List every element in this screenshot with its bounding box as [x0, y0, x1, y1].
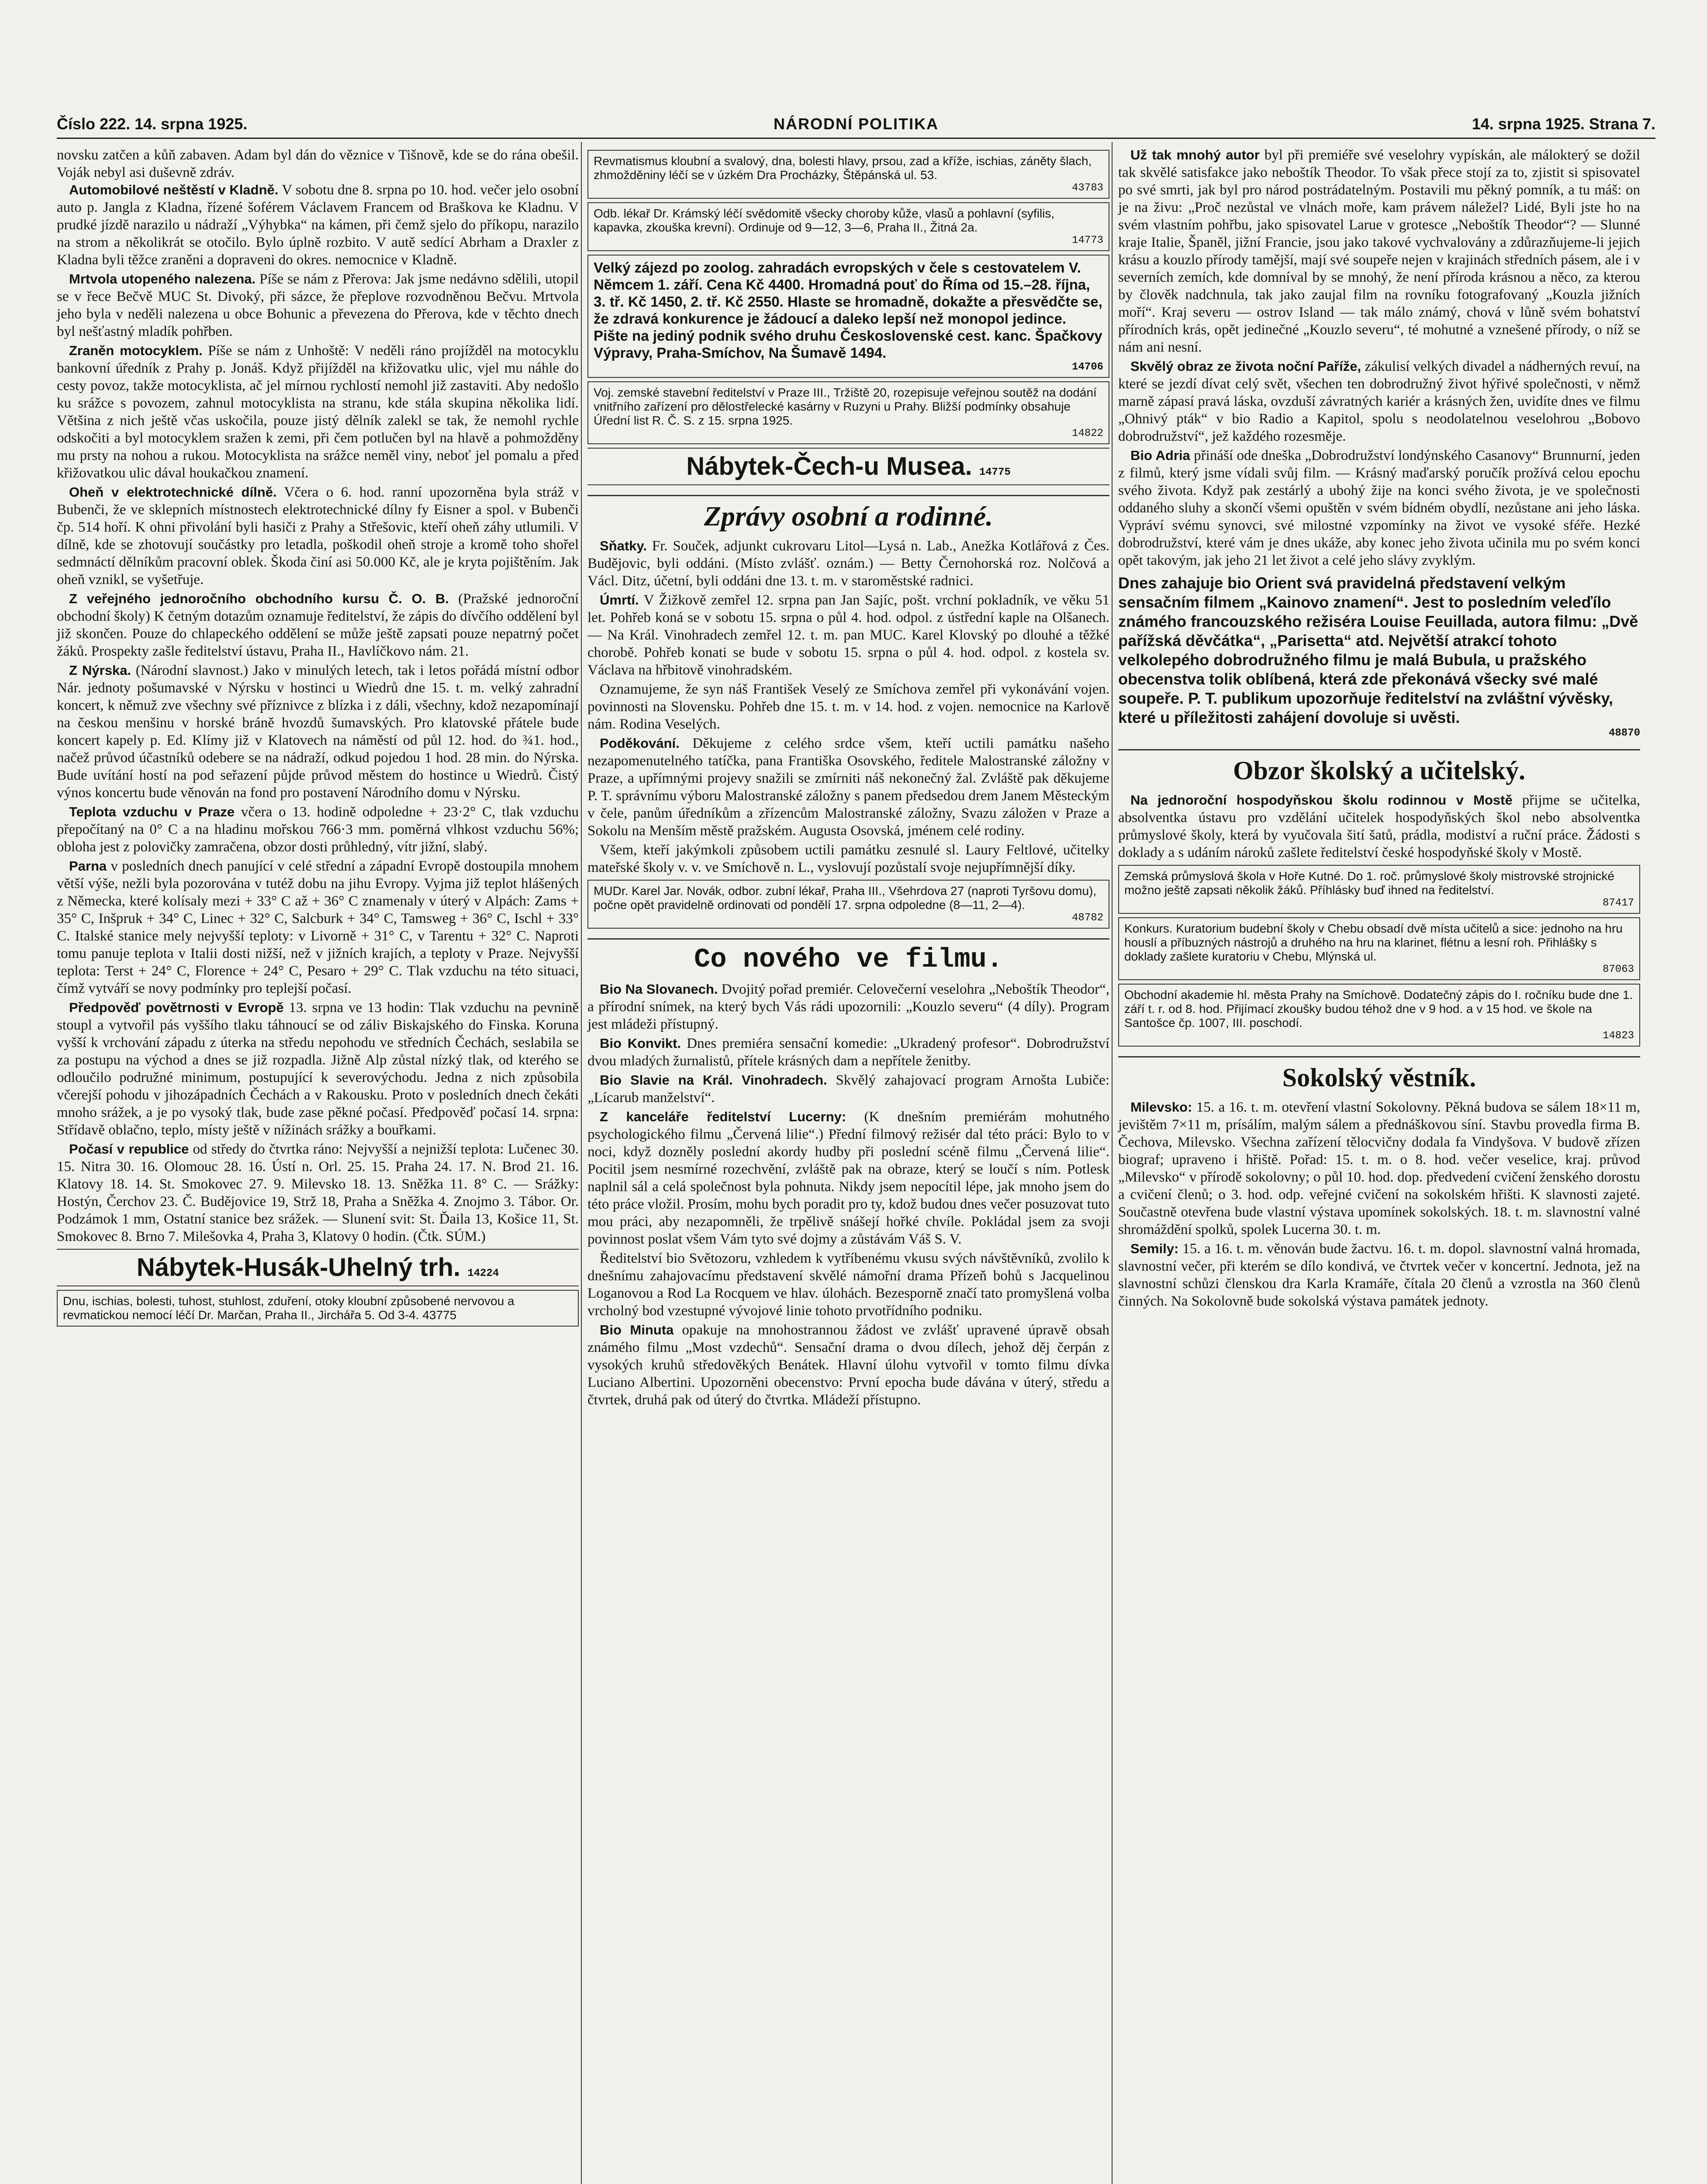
article-item — [1118, 358, 1640, 445]
advertisement-stavebni — [587, 381, 1109, 444]
ad-text: MUDr. Karel Jar. Novák, odbor. zubní lékař, Praha III., Všehrdova 27 (naproti Tyršovu domu), počne opět pravidelně ordinovati od pondělí 17. srpna odpoledne (8—11, 2—4). — [594, 884, 1097, 912]
article-item — [587, 1250, 1109, 1320]
item-text: Píše se nám z Přerova: Jak jsme nedávno sdělili, utopil se v řece Bečvě MUC St. Divoký, při sázce, že přeplove rozvodněnou Bečvu. Mrtvola jeho byla v neděli nalezena u obce Bohunic a převezena do Přerova, kde v těchto dnech byl nešťastný mladík pohřben. — [57, 271, 579, 339]
item-title: Bio Konvikt. — [600, 1036, 681, 1051]
section-title-personal: Zprávy osobní a rodinné. — [587, 495, 1109, 532]
item-text: 15. a 16. t. m. věnován bude žactvu. 16. t. m. dopol. slavnostní valná hromada, slavnostní večer, při kterém se dílo kondivá, ve čtvrtek večer v koncertní. Jednota, jež na slavnostní schůzi členskou dra Karla Kramáře, čítala 20 členů a vzrostla na 360 členů činných. Na Sokolovně bude sokolská výstava památek jednoty. — [1118, 1241, 1641, 1309]
article-item — [1118, 1099, 1640, 1238]
item-text: Dnes premiéra sensační komedie: „Ukradený profesor“. Dobrodružství dvou mladých žurnalistů, přítele krásných dam a nepřítele ženitby. — [587, 1036, 1109, 1069]
item-text: (K dnešním premiérám mohutného psychologického filmu „Červená lilie“.) Přední filmový režisér dal této práci: Bylo to v noci, když dozněly poslední akordy hudby při poslední scéně filmu „Červená lilie“. Pocitil jsem nesmírné rozechvění, zvláště pak na obraze, který se loučí s ním. Potlesk naplnil sál a celá společnost byla pohnuta. Nikdy jsem nepocítil lépe, jak mnoho jsem do této práce vložil. Prosím, mohu bych poradit pro ty, kdož budou dnes večer posuzovat tuto mou práci, aby nezapomněli, že trpělivě snášejí hořké chvíle. Pokládal jsem za svoji povinnost poslat všem Vám tyto své dojmy a zůstávám Váš S. V. — [587, 1109, 1110, 1247]
column-rule — [1112, 142, 1113, 2184]
item-text: (Pražské jednoroční obchodní školy) K četným dotazům oznamuje ředitelství, že zápis do dívčího oddělení byl již skončen. Pouze do chlapeckého oddělení se může ještě zapsati pouze nepatrný počet žáků. Prospekty zašle ředitelství ústavu, Praha II., Havlíčkovo nám. 21. — [57, 591, 579, 659]
article-item — [587, 681, 1109, 733]
advertisement-revmatismus — [587, 150, 1109, 199]
ad-code: 87063 — [1602, 964, 1634, 975]
item-title: Z kanceláře ředitelství Lucerny: — [600, 1109, 847, 1124]
news-items — [57, 181, 579, 1245]
ad-code: 14773 — [1071, 235, 1103, 246]
item-title: Semily: — [1130, 1241, 1179, 1256]
item-title: Na jednoroční hospodyňskou školu rodinnou v Mostě — [1130, 792, 1513, 808]
item-text: 15. a 16. t. m. otevření vlastní Sokolovny. Pěkná budova se sálem 18×11 m, jevištěm 7×11 m, prísálím, malým sálem a přednáškovou síní. Stavbu provedla firma B. Čechova, Milevsko. Všechna zařízení tělocvičny dodala fa Vindyšova. V budově zřízen biograf; upraveno i hřiště. Pořad: 15. t. m. o 8. hod. večer veselice, kraj. průvod „Milevsko“ v přírodě sokolovny; o půl 10. hod. dop. předvedení cvičení ženského dorostu a cvičení členů; o 3. hod. odp. veřejné cvičení na sokolském hřišti. K slavnosti zajeté. Součastně otevřena bude vlastní výstava upomínek sokolských. 18. t. m. slavnostní valné shromáždění spolků, spolek Lucerna 30. t. m. — [1118, 1099, 1641, 1237]
ad-text: Revmatismus kloubní a svalový, dna, bolesti hlavy, prsou, zad a kříže, ischias, záněty šlach, zhmožděniny léčí se v úzkém Dra Procházky, Štěpánská ul. 53. — [594, 154, 1092, 182]
film-intro — [1118, 146, 1640, 356]
article-item — [57, 1140, 579, 1245]
ad-text: Voj. zemské stavební ředitelství v Praze III., Tržiště 20, rozepisuje veřejnou soutěž na dodání vnitřního zařízení pro dělostřelecké kasárny v Ruzyni u Prahy. Bližší podmínky obsahuje Úřední list R. Č. S. z 15. srpna 1925. — [594, 386, 1097, 427]
advertisement-kramsky — [587, 202, 1109, 251]
ad-code: 43783 — [1071, 182, 1103, 194]
advertisement-kutna-hora — [1118, 865, 1640, 914]
item-text: Děkujeme z celého srdce všem, kteří uctili památku našeho nezapomenutelného tatíčka, pana Františka Osovského, ředitele Malostranské záložny v Praze, a upřímnými projevy snažili se zmírniti náš nekonečný žal. Zvláště pak děkujeme P. T. správnímu výboru Malostranské záložny s panem předsedou drem Janem Městeckým v čele, panům úředníkům a zřízencům Malostranské záložny, Svazu záložen v Praze a Sokolu na Menším městě pražském. Augusta Osovská, jménem celé rodiny. — [587, 736, 1110, 839]
item-title: Mrtvola utopeného nalezena. — [69, 271, 256, 287]
item-text: v posledních dnech panující v celé střední a západní Evropě dostoupila mnohem větší výše, nežli byla pozorována v tutéž dobu na jihu Evropy. Vyjma již teplot hlášených z Německa, které kolísaly mezi + 33° C až + 36° C znamenaly v úterý v Alpách: Zams + 35° C, Inšpruk + 34° C, Linec + 32° C, Salcburk + 34° C, Tamsweg + 36° C, Ischl + 33° C. Italské stanice mely nejvyšší teploty: v Livorně + 31° C, v Tarentu + 32° C. Naproti tomu panuje teplota v Italii dosti nižší, než v jižních krajích, a teploty v Praze. Nejvyšší teplota: Terst + 24° C, Florence + 24° C, Pesaro + 29° C. Tlak vzduchu na této situaci, čímž vytváří se novy podmínky pro teplejší počasí. — [57, 858, 579, 996]
article-item — [587, 1321, 1109, 1409]
ad-text: Konkurs. Kuratorium budební školy v Chebu obsadí dvě místa učitelů a sice: jednoho na hru houslí a příbuzných nástrojů a druhého na hru na klarinet, flétnu a lesní roh. Přihlášky s doklady zašlete kuratoriu v Chebu, Mlýnská ul. — [1124, 922, 1623, 963]
item-title: Sňatky. — [600, 538, 647, 553]
item-title: Oheň v elektrotechnické dílně. — [69, 484, 277, 500]
advertisement-akademie — [1118, 984, 1640, 1047]
item-title: Bio Adria — [1130, 448, 1190, 463]
masthead: NÁRODNÍ POLITIKA — [774, 115, 939, 133]
film-items — [1118, 358, 1640, 569]
ad-code: 14224 — [467, 1268, 499, 1279]
column-middle — [587, 146, 1109, 1410]
article-item — [57, 270, 579, 340]
ad-code: 48782 — [1071, 912, 1103, 924]
sokol-items — [1118, 1099, 1640, 1310]
item-title: Poděkování. — [600, 736, 680, 751]
section-title-film: Co nového ve filmu. — [587, 938, 1109, 975]
advertisement-novak — [587, 880, 1109, 929]
item-text: Včera o 6. hod. ranní upozorněna byla stráž v Bubenči, že ve sklepních místnostech elektrotechnické dílny fy Eisner a spol. v Bubenči čp. 514 hoří. K ohni přivolání byli hasiči z Prahy a Střešovic, kteří oheň záhy utlumili. V dílně, kde se zhotovují součástky pro letadla, poškodil oheň stroje a kromě toho shořel sedmnáctí dělníkům pracovní oblek. Škoda činí asi 50.000 Kč, ale je kryta pojištěním. Jak oheň vznikl, se vyšetřuje. — [57, 484, 579, 587]
item-text: V Žižkově zemřel 12. srpna pan Jan Sajíc, pošt. vrchní pokladník, ve věku 51 let. Pohřeb koná se v sobotu 15. srpna o půl 4. hod. odpol. z ústřední kaple na Olšanech. — Na Král. Vinohradech zemřel 12. t. m. pan MUC. Karel Klovský po dlouhé a těžké chorobě. Pohřeb konati se bude v sobotu 15. srpna o půl 4. hod. odpol. z kostela sv. Václava na hřbitově vinohradském. — [587, 592, 1109, 678]
item-title: Bio Minuta — [600, 1322, 674, 1337]
section-title-school: Obzor školský a učitelský. — [1118, 749, 1640, 786]
article-item — [587, 841, 1109, 876]
item-text: Všem, kteří jakýmkoli způsobem uctili památku zesnulé sl. Laury Feltlové, učitelky mateřské školy v. v. ve Smíchově n. L., vyslovují pozůstalí svoje nejupřímnější díky. — [587, 842, 1109, 875]
item-title: Automobilové neštěstí v Kladně. — [69, 182, 279, 197]
item-text: opakuje na mnohostrannou žádost ve zvlášť upravené úpravě obsah známého filmu „Most vzdechů“. Sensační drama o dvou dílech, jehož děj čerpán z vysokých kruhů středověkých Benátek. Hlavní úlohu vytvořil v tomto filmu dívka Luciano Albertini. Upozorněni obecenstvo: První epocha bude dávána v úterý, středu a čtvrtek, druhá pak od úterý do čtvrtka. Mládeží přístupno. — [587, 1322, 1110, 1408]
item-text: (Národní slavnost.) Jako v minulých letech, tak i letos pořádá místní odbor Nár. jednoty pošumavské v Nýrsku v hostinci u Wiedrů dne 15. t. m. velký zahradní koncert, k němuž zve všechny své příznivce z blízka i z dáli, všechny, kdož nezapomínají na českou menšinu v horské bráně hvozdů šumavských. Pro klatovské přátele bude koncert kapely p. Ed. Klímy již v Klatovech na náměstí od půl 12. hod. do ¾1. hod., načež průvod účastníků odebere se na nádraží, odkud pojedou 1 hod. 28 min. do Nýrska. Bude uvítání hostí na pod seřazení půjde průvod městem do hostince u Wiedrů. Čistý výnos koncertu bude věnován na fond pro postavení Národního domu v Nýrsku. — [57, 663, 579, 801]
article-item — [57, 857, 579, 997]
ad-text: Odb. lékař Dr. Krámský léčí svědomitě všecky choroby kůže, vlasů a pohlavní (syfilis, kapavka, zkouška krevní). Ordinuje od 9—12, 3—6, Praha II., Žitná 2a. — [594, 207, 1055, 234]
personal-items — [587, 537, 1109, 876]
ad-text: Velký zájezd po zoolog. zahradách evropských v čele s cestovatelem V. Němcem 1. září. Cena Kč 4400. Hromadná pouť do Říma od 15.–28. října, 3. tř. Kč 1450, 2. tř. Kč 2550. Hlaste se hromadně, dokažte a přesvědčte se, že zdravá konkurence je žádoucí a daleko lepší než monopol jedince. Pište na jediný podnik svého druhu Československé cest. kanc. Špačkovy Výpravy, Praha-Smíchov, Na Šumavě 1494. — [594, 259, 1102, 361]
ad-code: 14822 — [1071, 428, 1103, 439]
item-title: Bio Slavie na Král. Vinohradech. — [600, 1072, 827, 1088]
item-title: Už tak mnohý autor — [1130, 147, 1260, 162]
item-title: Skvělý obraz ze života noční Paříže, — [1130, 359, 1361, 374]
article-item — [587, 1035, 1109, 1070]
article-item — [57, 181, 579, 269]
item-text: přináší ode dneška „Dobrodružství londýnského Casanovy“ Brunnurní, jeden z filmů, který jsme vídali svůj film. — Krásný maďarský poručík prožívá celou epochu svého života. Když pak zestárlý a ubohý žije na konci svého života, je ve společnosti oddaného sluhy a skončí všemi opuštěn v svém bídném obydlí, nezůstane ani jeho láska. Vypráví svému synovci, své milostné vzpomínky na život ve vysoké sféře. Hezké dobrodružství, které vám je dnes ukáže, aby konec jeho života učinila mu po svém konci opět takovým, jak jeho 21 let život a celé jeho slávy zvyklým. — [1118, 448, 1641, 568]
issue-number: Číslo 222. 14. srpna 1925. — [57, 115, 248, 133]
article-item — [1118, 791, 1640, 861]
article-item — [587, 537, 1109, 590]
article-item — [587, 1108, 1109, 1248]
ad-code: 43775 — [422, 1308, 457, 1322]
article-item — [587, 981, 1109, 1033]
item-text: byl při premiéře své veselohry vypískán, ale málokterý se dožil tak skvělé satisfakce jako neboštík Theodor. To však přece stojí za to, zjistit si spisovatel po své smrti, jak byl pro národ postrádatelným. Postavili mu pěkný pomník, a tu máš: on je na živu: „Proč nezůstal ve vlnách moře, kam právem náležel? Lidé, Byli jste ho na svém vlastním pohřbu, jako spisovatel Larue v grotesce „Neboštík Theodor“? — Slunné kraje Italie, Španěl, jižní Francie, jsou jako takové vychvalovány a zdůrazňujeme-li jejich krásu a kouzlo přírody tamější, mají své soupeře nejen v krajinách středních pásem, ale i v severních zemích, kde domníval by se mnohý, že není příroda krásnou a něco, za kterou by člověk nadchnula, tak jako zaujal film na rovníku fotografovaný „Kouzla jižních moří“. Kraj severu — ostrov Island — tak málo známý, chová v lůně svém bohatství přírodních krás, opět jedinečné „Kouzlo severu“, té mohutné a vznešené přírody, o níž se nám ani nesní. — [1118, 147, 1640, 355]
ad-title: Nábytek-Čech-u Musea. — [686, 452, 972, 480]
item-text: od středy do čtvrtka ráno: Nejvyšší a nejnižší teplota: Lučenec 30. 15. Nitra 30. 16. Olomouc 28. 16. Ústí n. Orl. 25. 15. Praha 24. 17. N. Brod 21. 16. Klatovy 18. 14. St. Smokovec 27. 9. Milevsko 18. 13. Sněžka 11. 8° C. — Srážky: Hostýn, Čerchov 23. Č. Budějovice 19, Strž 18, Praha a Sněžka 4. Znojmo 3. Tábor. Or. Podzámok 1 mm, Ostatní stanice bez srážek. — Slunení svit: St. Ďaila 13, Košice 11, St. Smokovec 8. Brno 7. Milešovka 4, Praha 3, Klatovy 0 hodin. (Čtk. SÚM.) — [57, 1141, 579, 1244]
item-title: Teplota vzduchu v Praze — [69, 804, 235, 819]
item-text: Skvělý zahajovací program Arnošta Lubiče: „Lícarub manželství“. — [587, 1072, 1110, 1106]
section-title-sokol: Sokolský věstník. — [1118, 1056, 1640, 1093]
column-rule — [581, 142, 582, 2184]
article-item — [57, 484, 579, 588]
item-text: Ředitelství bio Světozoru, vzhledem k vytříbenému vkusu svých návštěvníků, zvolilo k dnešnímu zahajovacímu představení skvělé námořní drama Přízeň bohů s Jacquelinou Loganovou a Rod La Rocquem ve hlav. úlohách. Bezesporně značí tato promyšlená volba vrcholný bod vzestupné vývojové linie tohoto prvotřídního podniku. — [587, 1251, 1109, 1319]
article-item — [57, 999, 579, 1139]
film-items — [587, 981, 1109, 1409]
advertisement-nabytek-cech — [587, 448, 1109, 485]
item-text: zákulisí velkých divadel a nádherných revuí, na které se jezdí dívat celý svět, všechen ten dobrodružný život hýřivé společnosti, v němž marně zápasí pravá láska, ovzduší závratných kariér a krásných žen, uvidíte dnes ve filmu „Ohnivý pták“ v bio Radio a Kapitol, spolu s neodolatelnou veselohrou „Bobovo dobrodružství“, jež každého rozesměje. — [1118, 359, 1640, 444]
ad-text: Zemská průmyslová škola v Hoře Kutné. Do 1. roč. průmyslové školy mistrovské strojnické možno ještě zapsati několik žáků. Příhlásky buď ihned na ředitelství. — [1124, 869, 1614, 897]
item-title: Zraněn motocyklem. — [69, 343, 203, 358]
article-item — [1118, 1240, 1640, 1310]
advertisement-zajezd — [587, 255, 1109, 378]
item-title: Bio Na Slovanech. — [600, 981, 718, 997]
ad-code: 14775 — [979, 467, 1011, 478]
item-text: 13. srpna ve 13 hodin: Tlak vzduchu na pevnině stoupl a vytvořil pás vyššího tlaku táhnoucí se od záliv Biskajského do Finska. Koruna vyšší k vrchování západu z úterka na středu nepohodu ve středních Čechách, seslabila se za postupu na východ a dnes se již rozpadla. Jižně Alp zůstal nízký tlak, od kterého se odloučilo podružné minimum, postupující k severovýchodu. Jedna z nich způsobila včerejší pohodu v jihozápadních Čechách a v Rakousku. Proto v posledních dnech čekáti mnoho srážek, a je po vysoký tlak, bude zase pěkné počasí. Předpověď počasí 14. srpna: Střídavě oblačno, teplo, místy ještě v nížinách srážky a bouřkami. — [57, 1000, 579, 1138]
article-item — [587, 735, 1109, 840]
article-item — [57, 342, 579, 482]
ad-text: Dnu, ischias, bolesti, tuhost, stuhlost, zduření, otoky kloubní způsobené nervovou a revmatickou nemocí léčí Dr. Marčan, Praha II., Jirchářa 5. Od 3-4. — [63, 1294, 515, 1322]
item-title: Milevsko: — [1130, 1099, 1192, 1115]
date-page: 14. srpna 1925. Strana 7. — [1472, 115, 1655, 133]
article-item — [57, 803, 579, 856]
item-text: V sobotu dne 8. srpna po 10. hod. večer jelo osobní auto p. Jangla z Kladna, řízené šoférem Václavem Francem od Braškova ke Kladnu. V prudké jízdě narazilo u nádraží „Výhybka“ na kámen, při čemž sjelo do příkopu, narazilo na strom a několikrát se otočilo. Bylo úplně rozbito. V autě sedící Abrham a Draxler z Kladna byli těžce zraněni a dopraveni do okres. nemocnice v Kladně. — [57, 182, 579, 268]
item-text: Fr. Souček, adjunkt cukrovaru Litol—Lysá n. Lab., Anežka Kotlářová z Čes. Budějovic, byli oddáni. (Místo zvlášť. oznám.) — Betty Černohorská roz. Nolčová a Václ. Ditz, účetní, byli oddáni dne 13. t. m. v staroměstské radnici. — [587, 538, 1109, 589]
article-item — [1118, 447, 1640, 569]
item-title: Počasí v republice — [69, 1141, 189, 1157]
column-right — [1118, 146, 1640, 1312]
ad-code: 14706 — [1071, 361, 1103, 373]
item-title: Předpověď povětrnosti v Evropě — [69, 1000, 284, 1015]
ad-code: 14823 — [1602, 1030, 1634, 1042]
item-title: Z veřejného jednoročního obchodního kursu Č. O. B. — [69, 591, 449, 606]
item-text: Dvojitý pořad premiér. Celovečerní veselohra „Neboštík Theodor“, a přírodní snímek, na který bych Vás rádi upozornili: „Kouzlo severu“ (4 díly). Program jest mládeži přístupný. — [587, 981, 1109, 1032]
article-item — [587, 1071, 1109, 1106]
item-text: včera o 13. hodině odpoledne + 23·2° C, tlak vzduchu přepočítaný na 0° C a na hladinu mořskou 766·3 mm. poměrná vlhkost vzduchu 56%; obloha jest z polovičky zamračena, obzor dosti průhledný, vítr jižní, slabý. — [57, 804, 579, 855]
item-text: přijme se učitelka, absolventka ústavu pro vzdělání učitelek hospodyňských škol nebo absolventka průmyslové školy, která by vyučovala šití šatů, prádla, modiství a ruční práce. Žádosti s doklady a s udáním nároků zašlete ředitelství české hospodyňské školy v Mostě. — [1118, 792, 1641, 860]
orient-announcement — [1118, 574, 1640, 740]
article-item — [57, 662, 579, 802]
advertisement-konkurs — [1118, 917, 1640, 980]
item-text: Píše se nám z Unhoště: V neděli ráno projížděl na motocyklu bankovní úředník z Prahy p. Jonáš. Když přijížděl na křižovatku ulic, vjel mu náhle do cesty povoz, takže motocyklista, ač jel mírnou rychlostí nemohl již zastaviti. Aby nedošlo ku srážce s povozem, zahnul motocyklista na stranu, kde stála skupina několika lidí. Většina z nich ještě včas uskočila, pouze jistý dělník zalekl se tak, že nemohl rychle odskočiti a byl motocyklem sražen k zemi, při čem potlučen byl na hlavě a pohmožděny mu prsty na nohou a rukou. Motocyklista na srážce neměl viny, neboť jel pomalu a před křižovatkou ulic dával houkačkou znamení. — [57, 343, 579, 481]
ad-code: 48870 — [1608, 727, 1640, 739]
announcement-text: Dnes zahajuje bio Orient svá pravidelná představení velkým sensačním filmem „Kainovo znamení“. Jest to posledním veleďílo známého francouzského režiséra Louise Feuillada, autora filmu: „Dvě pařížská děvčátka“, „Parisetta“ atd. Největší atrakcí tohoto velkolepého dobrodružného filmu je malá Bubula, u pražského obecenstva tolik oblíbená, která zde překonává všecky své malé soupeře. P. T. publikum upozorňuje ředitelství na zvláštní vývěsky, které u příležitosti zahájení dovoluje si uvěsti. — [1118, 574, 1638, 726]
item-title: Úmrtí. — [600, 592, 639, 608]
article-item — [587, 591, 1109, 679]
article-item — [57, 590, 579, 660]
advertisement-husak — [57, 1249, 579, 1286]
ad-code: 87417 — [1602, 897, 1634, 909]
advertisement-marcan — [57, 1290, 579, 1327]
item-title: Z Nýrska. — [69, 663, 131, 678]
page-header — [57, 111, 1655, 139]
school-items — [1118, 791, 1640, 861]
column-left — [57, 146, 579, 1330]
item-text: Oznamujeme, že syn náš František Veselý ze Smíchova zemřel při vykonávání vojen. povinnosti na Slovensku. Pohřeb dne 15. t. m. v 14. hod. z vojen. nemocnice na Karlově nám. Rodina Veselých. — [587, 681, 1109, 732]
ad-text: Obchodní akademie hl. města Prahy na Smíchově. Dodatečný zápis do I. ročníku bude dne 1. září t. r. od 8. hod. Přijímací zkoušky budou téhož dne v 9 hod. a v 15 hod. ve škole na Santošce čp. 1007, III. poschodí. — [1124, 988, 1633, 1030]
item-title: Parna — [69, 858, 107, 874]
intro-paragraph: novsku zatčen a kůň zabaven. Adam byl dán do věznice v Tišnově, kde se do rána obešil. Voják nebyl asi duševně zdráv. — [57, 147, 579, 180]
ad-title: Nábytek-Husák-Uhelný trh. — [136, 1253, 461, 1282]
